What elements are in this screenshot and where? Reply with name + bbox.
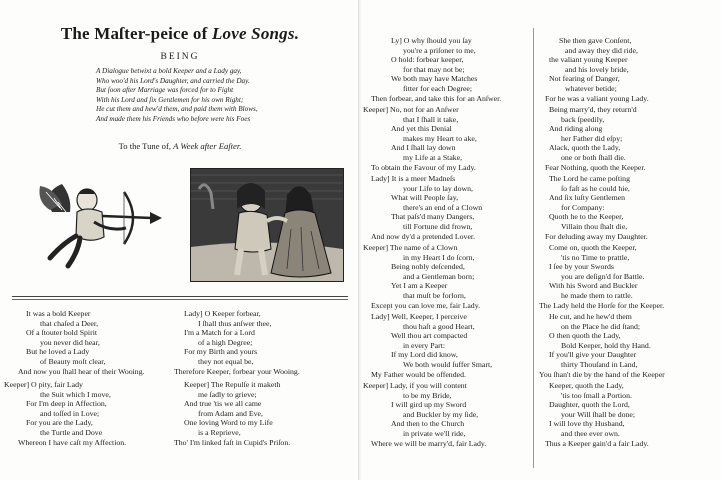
summary-line: With his Lord and ſix Gentlemen for his own Right; [96, 95, 244, 104]
verse-stanza [363, 243, 481, 310]
verse-line: on the Place he did ſtand; [561, 321, 641, 331]
verse-line: whatever betide; [565, 83, 617, 93]
verse-line: and thee ever own. [561, 428, 620, 438]
verse-line: For I'm deep in Affection, [26, 399, 107, 409]
verse-stanza [539, 312, 665, 379]
verse-stanza [363, 381, 487, 448]
verse-stanza [371, 174, 483, 241]
verse-line: And ſix luſty Gentlemen [549, 193, 626, 203]
verse-line: for Company: [561, 202, 605, 212]
lovers-woodcut-image [190, 168, 344, 282]
being-heading: BEING [160, 52, 200, 62]
verse-line: For my Birth and yours [184, 347, 258, 357]
verse-line: Lady] It is a meer Madneſs [371, 174, 456, 183]
verse-line: He cut, and he hew'd them [549, 312, 632, 321]
verse-line: you're a priſoner to me, [403, 45, 476, 55]
verse-line: there's an end of a Clown [403, 202, 483, 212]
verse-stanza [539, 243, 665, 310]
verse-line: O then quoth the Lady, [549, 331, 621, 341]
verse-line: Keeper] Lady, if you will content [363, 381, 467, 390]
verse-line: he made them to rattle. [561, 290, 633, 300]
verse-line: If you'll give your Daughter [549, 350, 637, 360]
verse-line: to be my Bride, [403, 390, 452, 400]
summary-line: A Dialogue betwixt a bold Keeper and a Lady gay, [96, 67, 242, 75]
verse-line: You ſhan't die by the hand of the Keeper [539, 369, 665, 379]
verse-line: Therefore Keeper, forbear your Wooing. [174, 366, 300, 376]
summary-block [96, 67, 336, 124]
verse-line: I will gird up my Sword [391, 400, 467, 410]
tune-prefix: To the Tune of, [118, 141, 174, 151]
verse-line: till Fortune did frown, [403, 221, 473, 231]
verse-line: Lady] Well, Keeper, I perceive [371, 312, 467, 321]
verse-line: And now you ſhall hear of their Wooing. [18, 366, 145, 376]
tune-name: A Week after Eaſter. [173, 141, 242, 151]
verse-line: Keeper, quoth the Lady, [549, 381, 624, 390]
summary-line: Who woo'd his Lord's Daughter, and carried the Day. [96, 76, 250, 85]
verse-line: of Beauty moſt clear, [40, 356, 106, 366]
verse-line: her Father did eſpy; [561, 133, 623, 143]
verse-line: Whereon I have caſt my Affection. [18, 437, 127, 447]
verse-line: Villain thou ſhalt die, [561, 221, 628, 231]
verse-line: the Suit which I move, [40, 389, 111, 399]
verse-line: And true 'tis we all came [184, 399, 262, 409]
verse-line: My Father would be offended. [371, 369, 466, 379]
column-divider [533, 28, 534, 468]
verse-line: For he was a valiant young Lady. [545, 93, 649, 103]
verse-line: my Life at a Stake, [403, 152, 463, 162]
verse-line: Fear Nothing, quoth the Keeper. [545, 162, 646, 172]
verse-line: And then to the Church [391, 419, 465, 429]
verse-line: in every Part: [403, 340, 446, 350]
verse-line: thirty Thouſand in Land, [561, 359, 638, 369]
verse-line: Tho' I'm linked faſt in Cupid's Priſon. [174, 437, 291, 447]
verse-stanza [4, 380, 127, 447]
verse-line: I ſhall thus anſwer thee, [198, 318, 272, 328]
verse-line: and a Gentleman born; [403, 271, 475, 281]
divider-rule [12, 296, 348, 297]
verse-line: one or both ſhall die. [561, 152, 626, 162]
page-title [0, 24, 360, 44]
verse-line: To obtain the Favour of my Lady. [371, 162, 476, 172]
verse-line: in my Heart I do ſcorn, [403, 252, 475, 262]
verse-line: 'tis no Time to prattle, [561, 252, 630, 262]
right-page [361, 0, 721, 480]
verse-line: Where we will be marry'd, fair Lady. [371, 438, 487, 448]
verse-stanza [545, 174, 648, 241]
verse-line: Being marry'd, they return'd [549, 105, 637, 114]
verse-line: Not fearing of Danger, [549, 74, 620, 84]
divider-rule [12, 299, 348, 300]
verse-line: 'tis too ſmall a Portion. [561, 390, 632, 400]
verse-stanza [363, 105, 477, 172]
verse-line: is a Reprieve, [198, 427, 241, 437]
verse-line: thou haſt a good Heart, [403, 321, 475, 331]
verse-line: Daughter, quoth the Lord, [549, 400, 630, 410]
verse-stanza [174, 380, 291, 447]
verse-line: Well thou art compacted [391, 331, 468, 341]
verse-line: One loving Word to my Life [184, 418, 273, 428]
verse-line: Quoth he to the Keeper, [549, 212, 624, 222]
verse-line: The Lord he came poſting [549, 174, 630, 183]
verse-line: me ſadly to grieve; [198, 389, 257, 399]
verse-line: Of a ſtouter bold Spirit [26, 328, 98, 338]
verse-line: Keeper] The Repulſe it maketh [184, 380, 281, 389]
summary-line: But ſoon after Marriage was forced for to Fight [96, 86, 234, 94]
verse-stanza [545, 381, 649, 448]
verse-line: I ſee by your Swords [549, 262, 614, 272]
verse-line: Keeper] The name of a Clown [363, 243, 458, 252]
verse-line: you are deſign'd for Battle. [561, 271, 645, 281]
verse-stanza [545, 105, 646, 172]
verse-line: Keeper] No, not for an Anſwer [363, 105, 459, 114]
left-page [0, 0, 360, 480]
verse-line: makes my Heart to ake, [403, 133, 477, 143]
verse-line: that muſt be forlorn, [403, 290, 466, 300]
verse-line: If my Lord did know, [391, 350, 458, 360]
cupid-woodcut-image [32, 172, 182, 272]
verse-line: I will love thy Husband, [549, 419, 625, 429]
verse-line: For you are the Lady, [26, 418, 93, 428]
verse-line: they not equal be, [198, 356, 254, 366]
verse-line: Thus a Keeper gain'd a fair Lady. [545, 438, 649, 448]
verse-line: Bold Keeper, hold thy Hand. [561, 340, 651, 350]
verse-line: for that may not be; [403, 64, 465, 74]
verse-line: from Adam and Eve, [198, 408, 263, 418]
title-italic: Love Songs. [211, 24, 300, 43]
verse-line: ſo faſt as he could hie, [561, 183, 630, 193]
verse-line: and his lovely bride, [565, 64, 629, 74]
verse-stanza [174, 309, 300, 376]
summary-line: He cut them and hew'd them, and paid them with Blows, [96, 105, 258, 113]
verse-line: and Buckler by my ſide, [403, 409, 479, 419]
verse-line: of a high Degree; [198, 337, 253, 347]
verse-line: and away they did ride, [565, 45, 638, 55]
verse-line: the Turtle and Dove [40, 427, 103, 437]
verse-line: That paſs'd many Dangers, [391, 212, 475, 222]
verse-line: that I ſhall it take, [403, 114, 459, 124]
verse-line: your Life to lay down, [403, 183, 473, 193]
verse-line: Alack, quoth the Lady, [549, 143, 621, 153]
verse-line: And yet this Denial [391, 124, 452, 134]
verse-line: fitter for each Degree; [403, 83, 473, 93]
verse-line: your Will ſhall be done; [561, 409, 636, 419]
verse-line: in private we'll ride, [403, 428, 466, 438]
verse-line: Except you can love me, fair Lady. [371, 300, 481, 310]
verse-line: O hold: forbear keeper, [391, 55, 464, 65]
verse-stanza [18, 309, 145, 376]
verse-line: It was a bold Keeper [26, 309, 91, 318]
verse-line: We both may have Matches [391, 74, 478, 84]
summary-line: And made them his Friends who before were his Foes [96, 114, 251, 123]
verse-line: Being nobly deſcended, [391, 262, 465, 272]
verse-line: We both would ſuffer Smart, [403, 359, 493, 369]
verse-line: The Lady held the Horſe for the Keeper. [539, 300, 665, 310]
verse-stanza [371, 312, 493, 379]
verse-line: What will People ſay, [391, 193, 459, 203]
verse-stanza [545, 36, 649, 103]
verse-line: She then gave Conſent, [559, 36, 632, 45]
verse-line: and toſſed in Love; [40, 408, 100, 418]
verse-line: you never did hear, [40, 337, 100, 347]
verse-line: Keeper] O pity, fair Lady [4, 380, 83, 389]
verse-line: Come on, quoth the Keeper, [549, 243, 637, 252]
title-main: The Maſter-peice of [60, 24, 212, 43]
verse-line: For deluding away my Daughter. [545, 231, 648, 241]
verse-line: back ſpeedily, [561, 114, 605, 124]
verse-line: the valiant young Keeper [549, 55, 628, 65]
verse-line: With his Sword and Buckler [549, 281, 638, 291]
verse-line: But he loved a Lady [26, 347, 90, 357]
verse-line: And I ſhall lay down [391, 143, 456, 153]
verse-line: Then forbear, and take this for an Anſwer. [371, 93, 502, 103]
verse-line: I'm a Match for a Lord [184, 328, 255, 338]
verse-line: And now dy'd a pretended Lover. [371, 231, 476, 241]
verse-stanza [371, 36, 502, 103]
verse-line: that chaſed a Deer, [40, 318, 99, 328]
verse-line: Yet I am a Keeper [391, 281, 448, 291]
verse-line: Lady] O Keeper forbear, [184, 309, 261, 318]
verse-line: And riding along [549, 124, 603, 134]
tune-line [0, 141, 360, 151]
verse-line: Ly] O why ſhould you ſay [391, 36, 472, 45]
